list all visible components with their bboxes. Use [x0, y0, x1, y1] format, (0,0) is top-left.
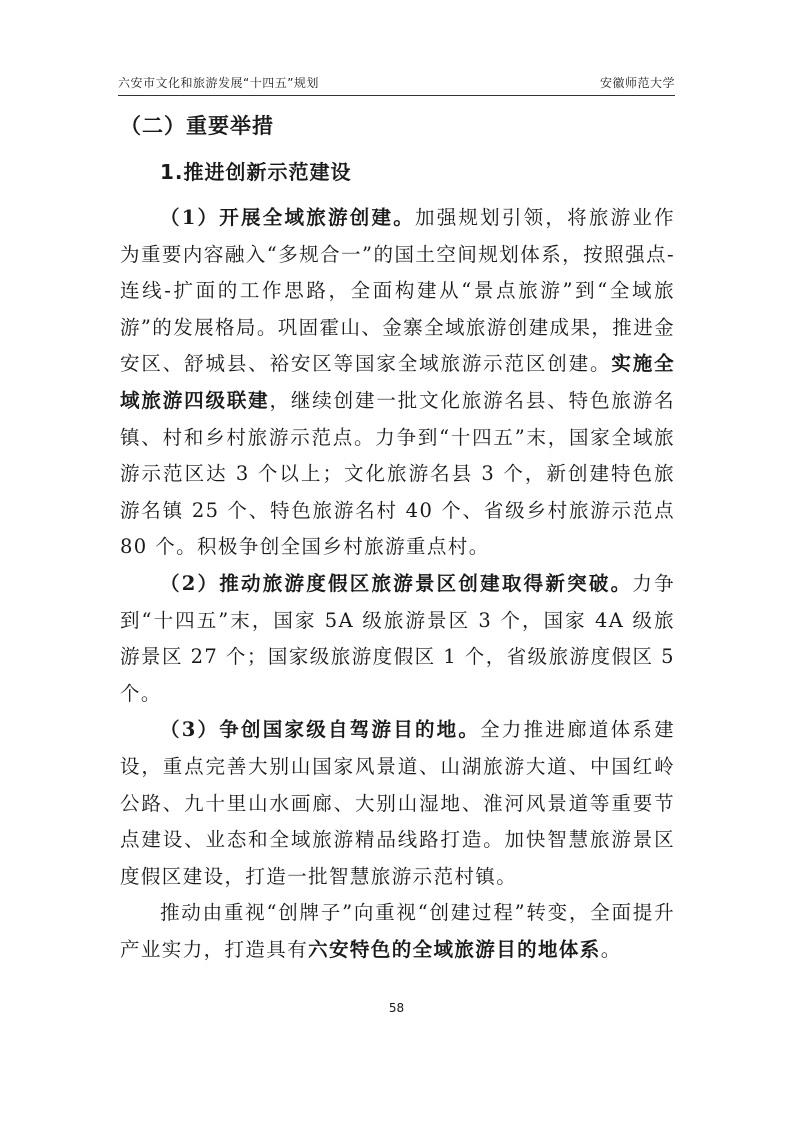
- paragraph-3-text: 全力推进廊道体系建设，重点完善大别山国家风景道、山湖旅游大道、中国红岭公路、九十里山水画廊、大别山湿地、淮河风景道等重要节点建设、业态和全域旅游精品线路打造。加快智慧旅游景区度假区建设，打造一批智慧旅游示范村镇。: [120, 718, 675, 888]
- header-document-title: 六安市文化和旅游发展“十四五”规划: [118, 76, 319, 90]
- page-number: 58: [388, 1001, 405, 1015]
- paragraph-2: [120, 566, 675, 712]
- header-institution: 安徽师范大学: [599, 76, 675, 90]
- paragraph-4-bold-phrase: 六安特色的全域旅游目的地体系: [308, 937, 601, 961]
- header-rule: [118, 95, 675, 96]
- paragraph-1-lead: （1）开展全域旅游创建。: [160, 206, 415, 229]
- page-header: [118, 74, 675, 92]
- paragraph-1: [120, 200, 675, 566]
- paragraph-2-text: 力争到“十四五”末，国家 5A 级旅游景区 3 个，国家 4A 级旅游景区 27 个；国家级旅游度假区 1 个，省级旅游度假区 5 个。: [120, 571, 675, 705]
- paragraph-4-text-end: 。: [600, 937, 622, 961]
- paragraph-2-lead: （2）推动旅游度假区旅游景区创建取得新突破。: [160, 571, 633, 595]
- paragraph-3-lead: （3）争创国家级自驾游目的地。: [160, 718, 481, 742]
- paragraph-1-text-cont: ，继续创建一批文化旅游名县、特色旅游名镇、村和乡村旅游示范点。力争到“十四五”末，国家全域旅游示范区达 3 个以上；文化旅游名县 3 个，新创建特色旅游名镇 25 个、特色旅游名村 40 个、省级乡村旅游示范点 80 个。积极争创全国乡村旅游重点村。: [120, 388, 675, 559]
- paragraph-1-text: 加强规划引领，将旅游业作为重要内容融入“多规合一”的国土空间规划体系，按照强点-连线-扩面的工作思路，全面构建从“景点旅游”到“全域旅游”的发展格局。巩固霍山、金寨全域旅游创建成果，推进金安区、舒城县、裕安区等国家全域旅游示范区创建。: [120, 206, 675, 376]
- paragraph-4: [120, 895, 675, 968]
- paragraph-4-text: 推动由重视“创牌子”向重视“创建过程”转变，全面提升产业实力，打造具有: [120, 901, 675, 961]
- body-text: [120, 200, 675, 968]
- sub-heading: 1.推进创新示范建设: [160, 160, 352, 184]
- paragraph-3: [120, 712, 675, 895]
- section-heading: （二）重要举措: [120, 114, 274, 138]
- paragraph-1-bold-phrase: 实施全域旅游四级联建: [120, 352, 676, 412]
